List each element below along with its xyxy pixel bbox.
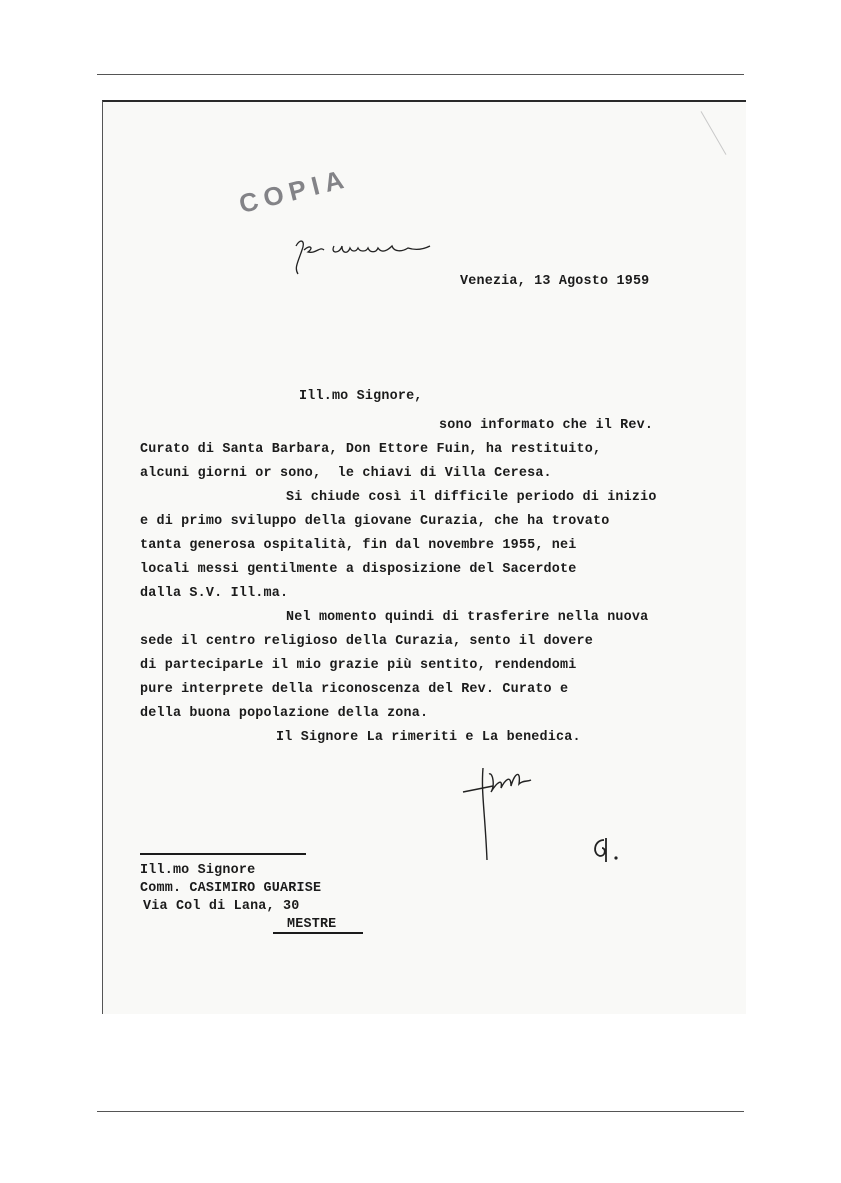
- body-line: Curato di Santa Barbara, Don Ettore Fuin, ha restituito,: [140, 442, 602, 457]
- body-line: dalla S.V. Ill.ma.: [140, 586, 289, 601]
- separator-line: [140, 853, 306, 855]
- address-line: Ill.mo Signore: [140, 863, 256, 878]
- body-line: locali messi gentilmente a disposizione del Sacerdote: [140, 562, 577, 577]
- handwritten-note: [286, 228, 436, 278]
- body-line: sono informato che il Rev.: [439, 418, 654, 433]
- header-rule: [97, 74, 744, 75]
- body-line: sede il centro religioso della Curazia, sento il dovere: [140, 634, 593, 649]
- salutation: Ill.mo Signore,: [299, 389, 423, 404]
- body-line: alcuni giorni or sono, le chiavi di Villa Ceresa.: [140, 466, 552, 481]
- body-line: e di primo sviluppo della giovane Curazia, che ha trovato: [140, 514, 610, 529]
- body-line: della buona popolazione della zona.: [140, 706, 429, 721]
- copia-stamp: COPIA: [236, 162, 353, 220]
- signature-initial: [588, 832, 628, 864]
- address-line: Via Col di Lana, 30: [143, 899, 300, 914]
- body-line: pure interprete della riconoscenza del Rev. Curato e: [140, 682, 569, 697]
- body-line: tanta generosa ospitalità, fin dal novembre 1955, nei: [140, 538, 577, 553]
- city-underline: [273, 932, 363, 934]
- footer-rule: [97, 1111, 744, 1112]
- address-line: Comm. CASIMIRO GUARISE: [140, 881, 322, 896]
- body-line: di parteciparLe il mio grazie più sentito, rendendomi: [140, 658, 577, 673]
- body-line: Si chiude così il difficile periodo di inizio: [286, 490, 657, 505]
- closing-line: Il Signore La rimeriti e La benedica.: [276, 730, 581, 745]
- scanned-letter: [102, 100, 746, 1014]
- paper-crease: [701, 111, 727, 155]
- date-line: Venezia, 13 Agosto 1959: [460, 274, 650, 289]
- body-line: Nel momento quindi di trasferire nella nuova: [286, 610, 649, 625]
- handwritten-signature: [453, 752, 543, 862]
- address-city: MESTRE: [287, 917, 337, 932]
